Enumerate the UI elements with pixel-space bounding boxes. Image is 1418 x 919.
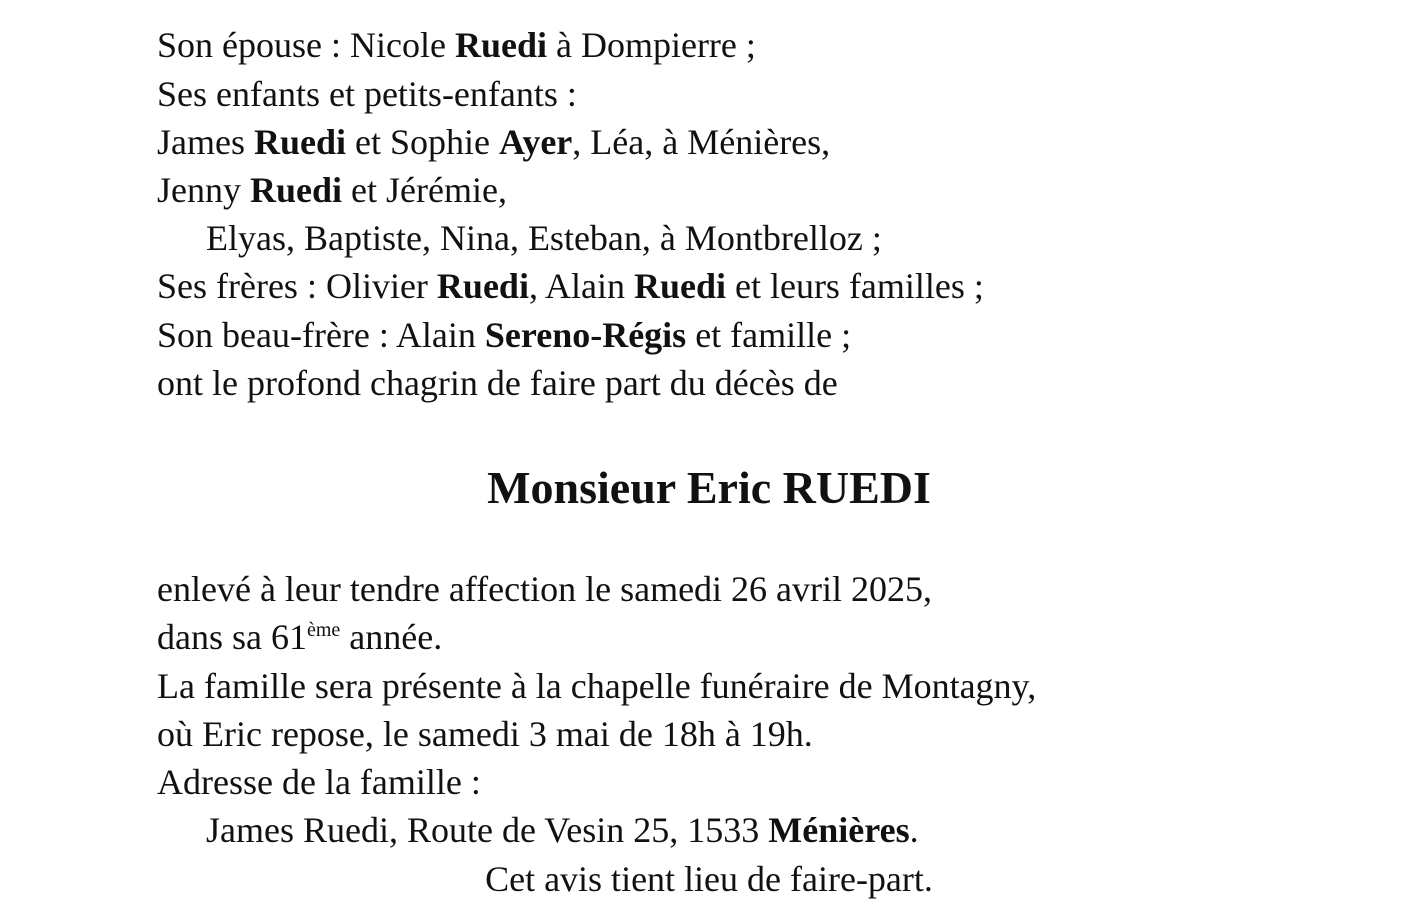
text-segment: et Jérémie, <box>342 170 507 210</box>
brother-in-law-line <box>157 311 851 359</box>
age-line <box>157 613 442 661</box>
text-segment: , Léa, à Ménières, <box>572 122 831 162</box>
deceased-name: Monsieur Eric RUEDI <box>487 462 931 513</box>
text-segment: Jenny <box>157 170 250 210</box>
text-segment: , Alain <box>528 266 634 306</box>
surname: Sereno-Régis <box>484 315 687 355</box>
family-address-line <box>206 806 919 854</box>
grandchildren-line: Elyas, Baptiste, Nina, Esteban, à Montbrelloz ; <box>206 218 882 258</box>
visitation-place-line: La famille sera présente à la chapelle funéraire de Montagny, <box>157 666 1037 706</box>
text-segment: . <box>909 810 919 850</box>
text-segment: et leurs familles ; <box>725 266 984 306</box>
locality: Ménières <box>768 810 910 850</box>
surname: Ruedi <box>436 266 529 306</box>
text-segment: James <box>157 122 254 162</box>
child-line-james <box>157 118 830 166</box>
date-of-death-line: enlevé à leur tendre affection le samedi 26 avril 2025, <box>157 569 933 609</box>
family-address-heading: Adresse de la famille : <box>157 762 481 802</box>
visitation-time-line: où Eric repose, le samedi 3 mai de 18h à 19h. <box>157 714 813 754</box>
child-line-jenny <box>157 166 507 214</box>
spouse-line <box>157 21 756 69</box>
children-heading: Ses enfants et petits-enfants : <box>157 74 577 114</box>
text-segment: et famille ; <box>686 315 852 355</box>
text-segment: et Sophie <box>346 122 499 162</box>
text-segment: Son beau-frère : Alain <box>157 315 485 355</box>
brothers-line <box>157 262 984 310</box>
text-segment: année. <box>340 617 443 657</box>
ordinal-suffix: ème <box>306 619 341 641</box>
surname: Ruedi <box>250 170 343 210</box>
text-segment: Son épouse : Nicole <box>157 25 455 65</box>
surname: Ruedi <box>633 266 726 306</box>
text-segment: à Dompierre ; <box>546 25 756 65</box>
surname: Ruedi <box>253 122 347 162</box>
surname: Ayer <box>499 122 573 162</box>
text-segment: dans sa 61 <box>157 617 307 657</box>
announcement-line: ont le profond chagrin de faire part du décès de <box>157 363 838 403</box>
text-segment: James Ruedi, Route de Vesin 25, 1533 <box>206 810 769 850</box>
text-segment: Ses frères : Olivier <box>157 266 437 306</box>
closing-note: Cet avis tient lieu de faire-part. <box>485 859 933 899</box>
surname: Ruedi <box>454 25 547 65</box>
